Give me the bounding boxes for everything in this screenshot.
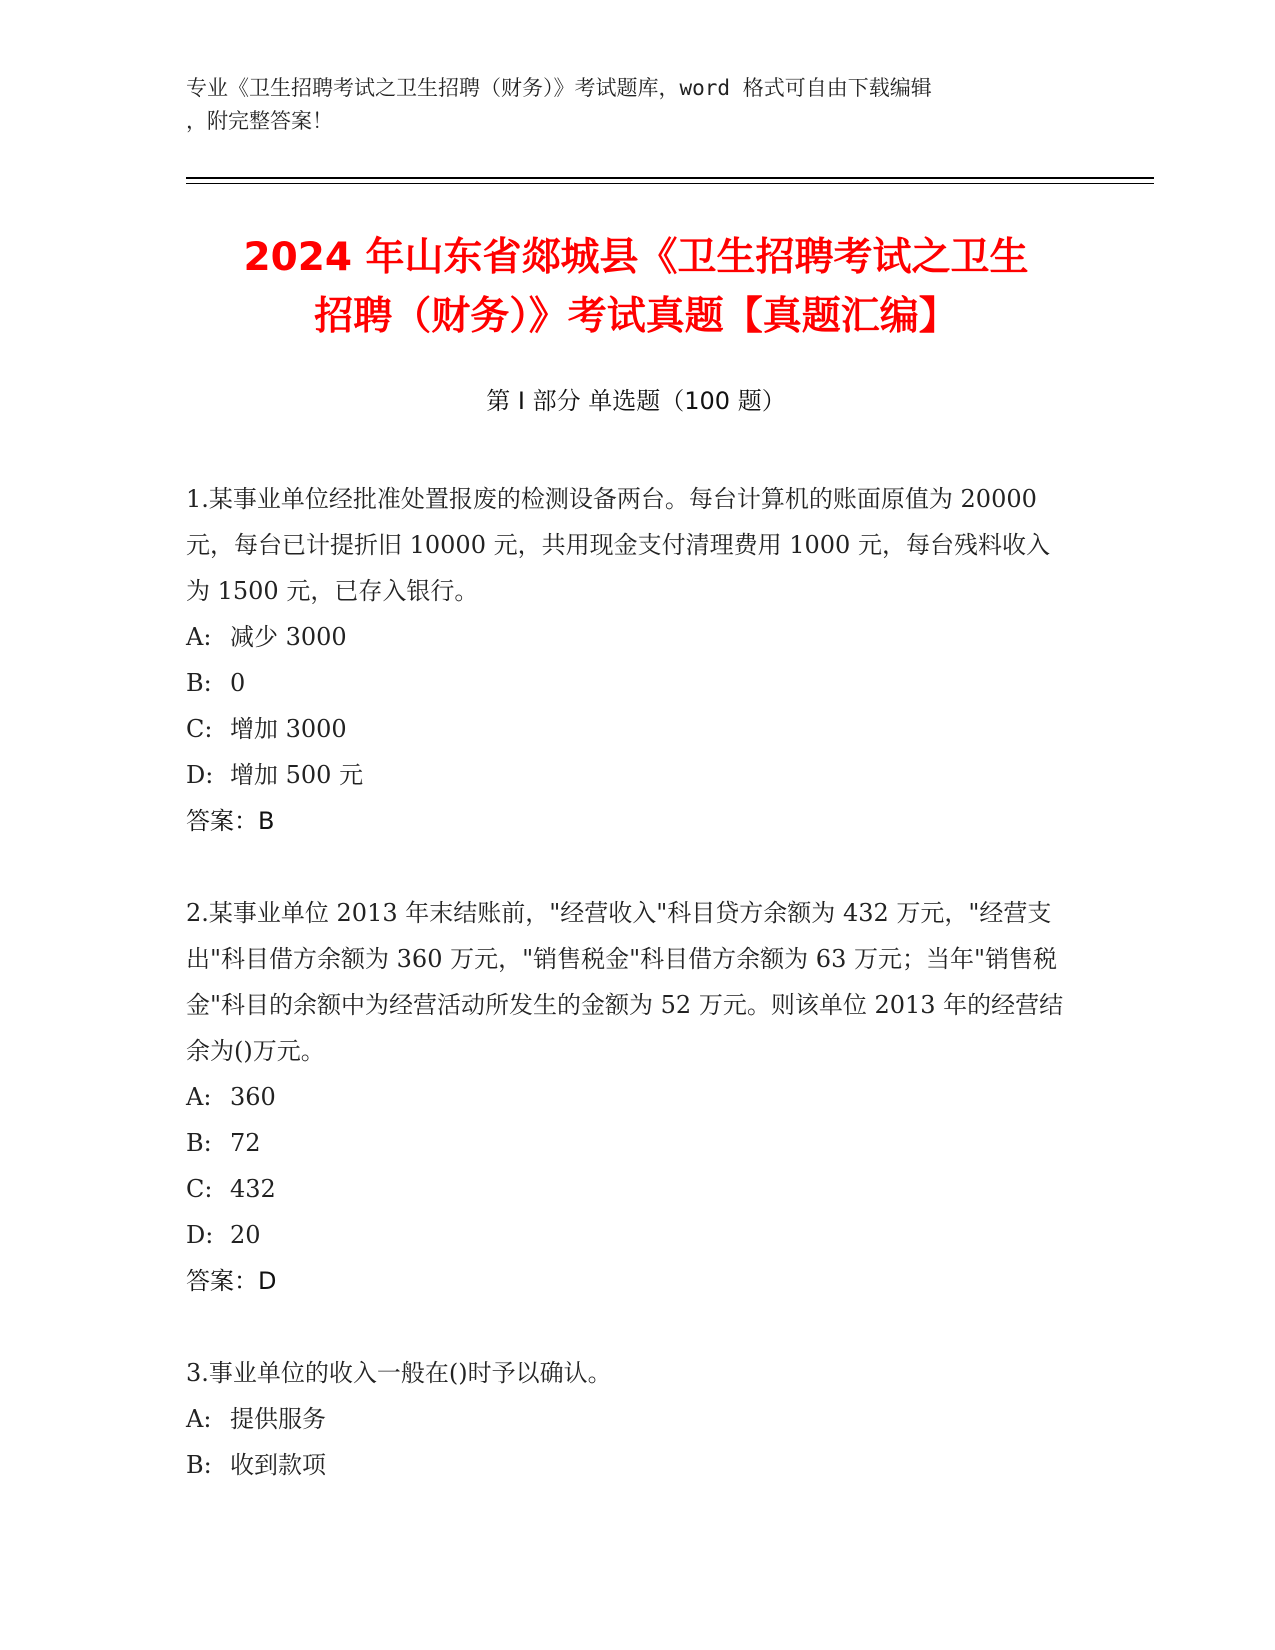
option-letter: C: [186, 1175, 213, 1203]
header-note-line-2: ，附完整答案！ [186, 109, 333, 133]
document-title-line-1: 2024 年山东省郯城县《卫生招聘考试之卫生 [243, 235, 1029, 280]
option-letter: A: [186, 1083, 212, 1111]
document-title-line-2: 招聘（财务）》考试真题【真题汇编】 [314, 294, 958, 339]
option-b [186, 1442, 1066, 1488]
option-letter: A: [186, 623, 212, 651]
header-divider-thick [186, 177, 1154, 179]
answer-line: 答案：B [186, 807, 275, 835]
option-text: 72 [230, 1129, 261, 1157]
document-title [186, 228, 1086, 346]
option-b [186, 1120, 1066, 1166]
question-stem: 2.某事业单位 2013 年末结账前，"经营收入"科目贷方余额为 432 万元，"经营支出"科目借方余额为 360 万元，"销售税金"科目借方余额为 63 万元；当年"销售税金"科目的余额中为经营活动所发生的金额为 52 万元。则该单位 2013 年的经营结余为()万元。 [186, 899, 1064, 1065]
question-2 [186, 890, 1066, 1304]
option-letter: B: [186, 669, 212, 697]
option-d [186, 752, 1066, 798]
option-c [186, 706, 1066, 752]
question-1 [186, 476, 1066, 844]
option-text: 增加 500 元 [230, 761, 364, 789]
question-stem: 1.某事业单位经批准处置报废的检测设备两台。每台计算机的账面原值为 20000 元，每台已计提折旧 10000 元，共用现金支付清理费用 1000 元，每台残料收入为 1500 元，已存入银行。 [186, 485, 1050, 605]
question-3 [186, 1350, 1066, 1488]
option-text: 432 [230, 1175, 276, 1203]
option-letter: D: [186, 761, 214, 789]
section-title: 第 I 部分 单选题（100 题） [486, 387, 786, 415]
option-text: 收到款项 [230, 1451, 326, 1479]
answer-line: 答案：D [186, 1267, 277, 1295]
header-note-line-1: 专业《卫生招聘考试之卫生招聘（财务）》考试题库，word 格式可自由下载编辑 [186, 76, 932, 100]
option-letter: D: [186, 1221, 214, 1249]
option-letter: B: [186, 1129, 212, 1157]
option-text: 提供服务 [230, 1405, 326, 1433]
option-text: 增加 3000 [230, 715, 347, 743]
option-letter: B: [186, 1451, 212, 1479]
option-a [186, 1396, 1066, 1442]
option-text: 360 [230, 1083, 276, 1111]
option-b [186, 660, 1066, 706]
question-list [186, 476, 1066, 1534]
option-a [186, 614, 1066, 660]
header-divider-thin [186, 183, 1154, 184]
option-d [186, 1212, 1066, 1258]
option-letter: A: [186, 1405, 212, 1433]
option-text: 0 [230, 669, 246, 697]
option-letter: C: [186, 715, 213, 743]
option-a [186, 1074, 1066, 1120]
question-stem: 3.事业单位的收入一般在()时予以确认。 [186, 1359, 612, 1387]
option-c [186, 1166, 1066, 1212]
header-note [186, 72, 1066, 138]
option-text: 20 [230, 1221, 261, 1249]
option-text: 减少 3000 [230, 623, 347, 651]
